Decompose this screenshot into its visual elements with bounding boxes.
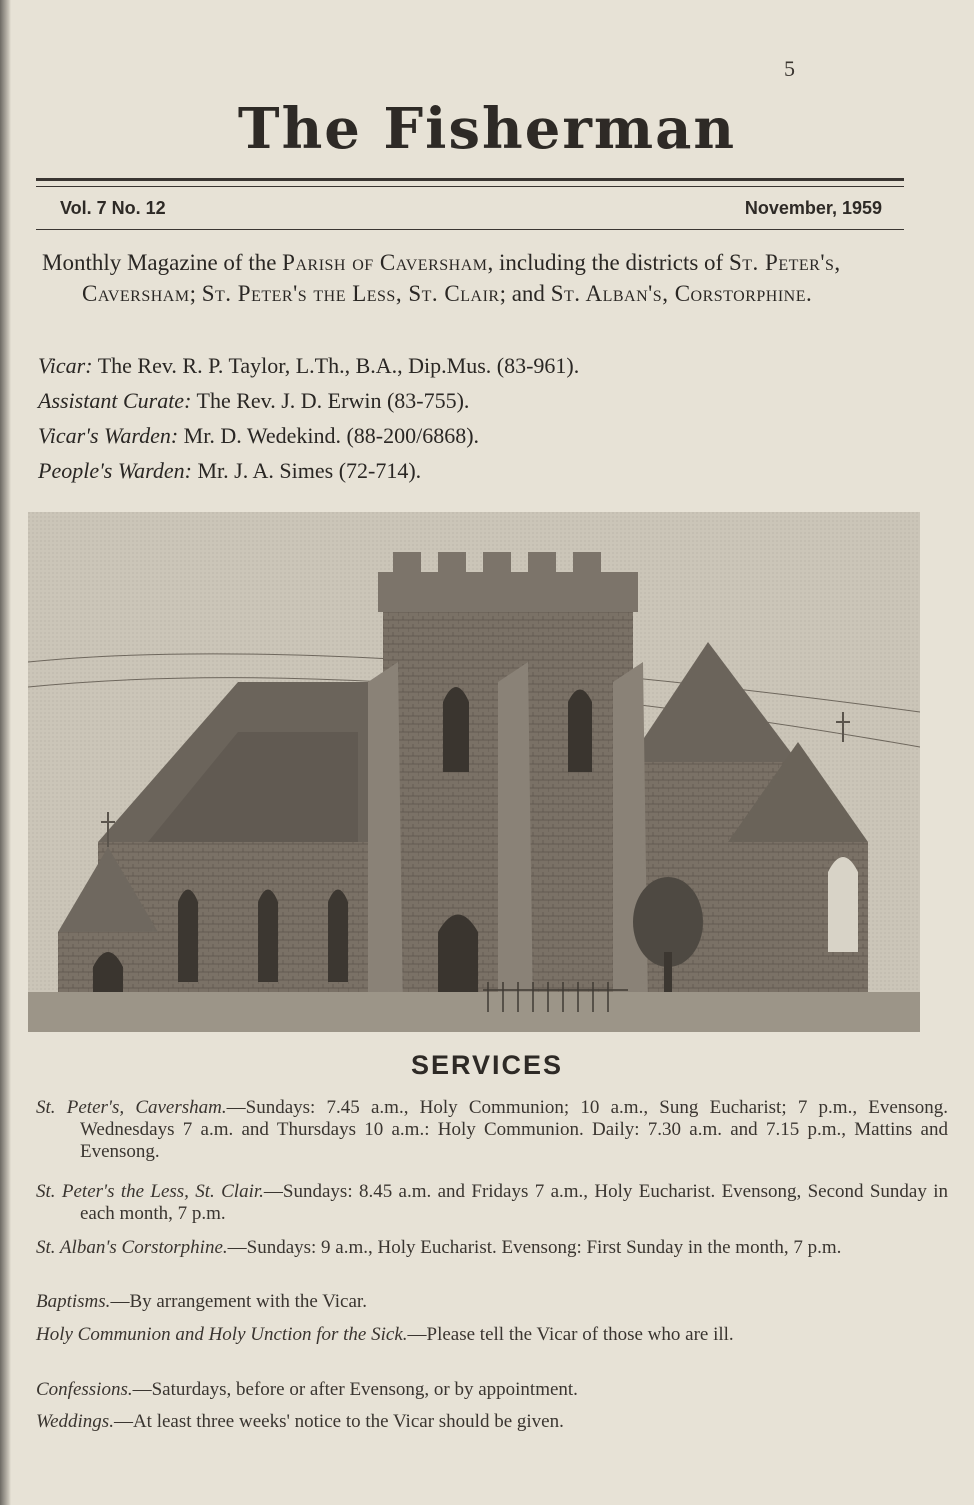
issue-date: November, 1959 — [744, 198, 882, 218]
masthead-title: The Fisherman — [237, 96, 737, 162]
masthead-double-rule — [36, 178, 904, 187]
district-st-peters-less: St. Peter's the Less, St. Clair — [201, 281, 500, 306]
district-st-peters: St. Peter's, Caversham — [82, 250, 841, 306]
staff-row-vicar: Vicar: The Rev. R. P. Taylor, L.Th., B.A., Dip.Mus. (83-961). — [38, 353, 580, 378]
service-entry-st-peters-less: St. Peter's the Less, St. Clair.—Sundays: 8.45 a.m. and Fridays 7 a.m., Holy Eucharist. Evensong, Second Sunday in each month, 7 p.m. — [36, 1181, 948, 1224]
clergy-list — [38, 350, 898, 490]
magazine-description: Monthly Magazine of the Parish of Caversham, including the districts of St. Peter's, Caversham; St. Peter's the Less, St. Clair; and St. Alban's, Corstorphine. — [42, 250, 841, 306]
service-entry-baptisms: Baptisms.—By arrangement with the Vicar. — [36, 1291, 367, 1312]
issue-rule — [36, 229, 904, 230]
service-entry-confessions: Confessions.—Saturdays, before or after Evensong, or by appointment. — [36, 1379, 578, 1400]
service-entry-weddings: Weddings.—At least three weeks' notice to the Vicar should be given. — [36, 1411, 564, 1432]
page-number: 5 — [784, 56, 795, 81]
parish-name: Parish of Caversham — [282, 250, 488, 275]
service-entry-sick: Holy Communion and Holy Unction for the Sick.—Please tell the Vicar of those who are ill. — [36, 1324, 734, 1345]
issue-line — [36, 192, 904, 226]
page-binding-shadow — [0, 0, 11, 1505]
service-entry-st-peters: St. Peter's, Caversham.—Sundays: 7.45 a.m., Holy Communion; 10 a.m., Sung Eucharist; 7 p.m., Evensong. Wednesdays 7 a.m. and Thursdays 10 a.m.: Holy Communion. Daily: 7.30 a.m. and 7.15 p.m., Mattins and Evensong. — [36, 1097, 948, 1162]
church-illustration — [28, 512, 920, 1032]
staff-row-vicars-warden: Vicar's Warden: Mr. D. Wedekind. (88-200/6868). — [38, 423, 480, 448]
service-entry-st-albans: St. Alban's Corstorphine.—Sundays: 9 a.m., Holy Eucharist. Evensong: First Sunday in the month, 7 p.m. — [36, 1237, 842, 1258]
staff-row-peoples-warden: People's Warden: Mr. J. A. Simes (72-714). — [38, 458, 422, 483]
district-st-albans: St. Alban's, Corstorphine — [550, 281, 806, 306]
services-heading: SERVICES — [410, 1050, 564, 1080]
volume-number: Vol. 7 No. 12 — [60, 198, 166, 218]
church-photograph — [28, 512, 920, 1032]
staff-row-curate: Assistant Curate: The Rev. J. D. Erwin (83-755). — [38, 388, 470, 413]
